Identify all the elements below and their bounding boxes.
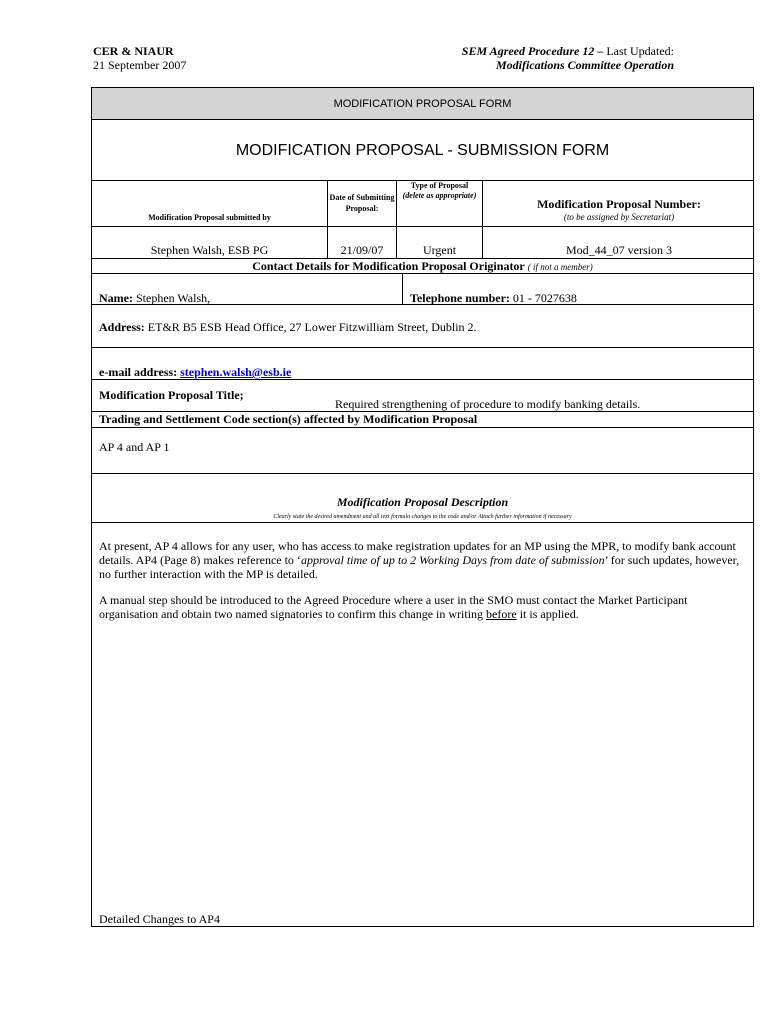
- proposal-title-row: [92, 380, 753, 412]
- header-left: [93, 44, 186, 72]
- type-label: Type of Proposal: [410, 181, 469, 190]
- type-value: Urgent: [397, 227, 483, 258]
- email-link[interactable]: stephen.walsh@esb.ie: [180, 365, 292, 379]
- number-header: [483, 181, 755, 226]
- header-subtitle: Modifications Committee Operation: [495, 58, 674, 72]
- header-date: 21 September 2007: [93, 58, 187, 72]
- submitted-by-value: Stephen Walsh, ESB PG: [92, 227, 328, 258]
- last-updated: Last Updated:: [606, 44, 674, 58]
- proposal-title-value: Required strengthening of procedure to modify banking details.: [335, 397, 641, 411]
- submitted-by-header: Modification Proposal submitted by: [92, 181, 328, 226]
- values-row: [92, 227, 753, 259]
- phone-cell: [403, 274, 755, 304]
- number-value: Mod_44_07 version 3: [566, 243, 672, 257]
- email-label: e-mail address:: [99, 365, 178, 379]
- form-banner: MODIFICATION PROPOSAL FORM: [92, 88, 753, 120]
- address-label: Address:: [99, 320, 145, 334]
- date-value: 21/09/07: [328, 227, 397, 258]
- detailed-changes: Detailed Changes to AP4: [99, 912, 220, 926]
- form-title: MODIFICATION PROPOSAL - SUBMISSION FORM: [92, 120, 753, 181]
- description-heading: Modification Proposal Description: [336, 495, 509, 509]
- contact-note: ( if not a member): [527, 262, 593, 272]
- name-phone-row: [92, 274, 753, 305]
- number-label: Modification Proposal Number:: [537, 197, 701, 211]
- procedure-name: SEM Agreed Procedure 12 –: [461, 44, 604, 58]
- proposal-title-label: Modification Proposal Title;: [99, 388, 244, 402]
- phone-value: 01 - 7027638: [512, 291, 577, 305]
- name-value: Stephen Walsh,: [135, 291, 211, 305]
- email-row: [92, 348, 753, 380]
- description-paragraph-1: At present, AP 4 allows for any user, who has access to make registration updates for an MP using the MPR, to modify bank account details. AP4 (Page 8) makes reference to ‘approval time of up to 2 Working Days from date of submission’ for such updates, however, no further interaction with the MP is detailed.: [99, 539, 740, 581]
- description-paragraph-2: A manual step should be introduced to the Agreed Procedure where a user in the SMO must contact the Market Participant organisation and obtain two named signatories to confirm this change in writing before it is applied.: [99, 593, 688, 621]
- contact-heading-row: [92, 259, 753, 274]
- phone-label: Telephone number:: [410, 291, 510, 305]
- address-row: [92, 305, 753, 348]
- description-body: [92, 523, 753, 926]
- sections-heading: Trading and Settlement Code section(s) affected by Modification Proposal: [92, 412, 753, 428]
- type-header: [397, 181, 483, 226]
- address-value: ET&R B5 ESB Head Office, 27 Lower Fitzwilliam Street, Dublin 2.: [147, 320, 477, 334]
- type-note: (delete as appropriate): [402, 191, 477, 200]
- org-name: CER & NIAUR: [93, 44, 174, 58]
- contact-heading: Contact Details for Modification Proposal Originator: [252, 259, 525, 273]
- name-cell: [92, 274, 403, 304]
- date-header: Date of Submitting Proposal:: [328, 181, 397, 226]
- description-heading-row: [92, 474, 753, 523]
- columns-header-row: [92, 181, 753, 227]
- form-frame: [91, 87, 754, 927]
- header-right: [462, 44, 674, 72]
- name-label: Name:: [99, 291, 133, 305]
- sections-value: AP 4 and AP 1: [92, 428, 753, 474]
- description-note: Clearly state the desired amendment and all text formula changes to the code and/or Attach further information if necessary: [273, 514, 572, 520]
- number-note: (to be assigned by Secretariat): [563, 212, 675, 222]
